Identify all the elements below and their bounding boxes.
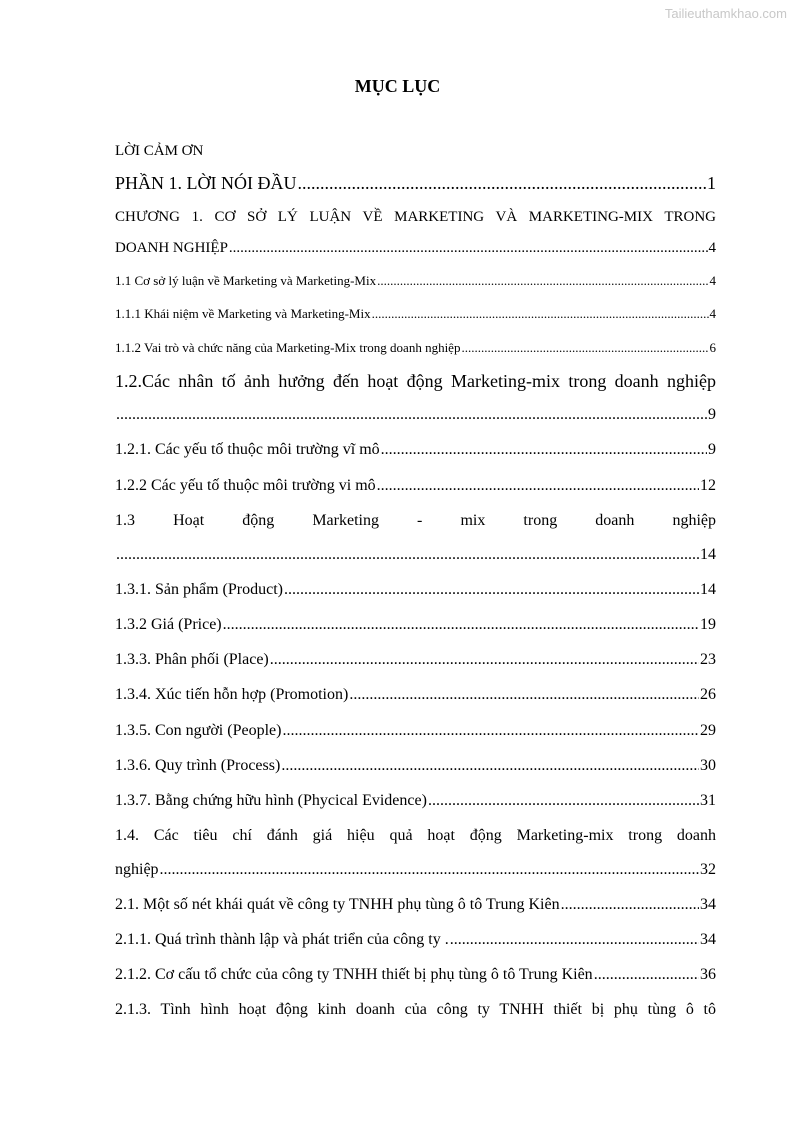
- toc-entry[interactable]: [115, 791, 716, 810]
- toc-page-number: 4: [709, 273, 716, 288]
- toc-entry-text: 1.2.2 Các yếu tố thuộc môi trường vi mô: [115, 477, 376, 494]
- toc-entry[interactable]: [115, 965, 716, 984]
- toc-page-number: 32: [700, 861, 716, 878]
- toc-entry-continued[interactable]: [115, 545, 716, 564]
- toc-page-number: 6: [709, 340, 716, 355]
- toc-entry-text: 1.3.3. Phân phối (Place): [115, 651, 269, 668]
- toc-page-number: 12: [700, 477, 716, 494]
- toc-entry-text: 2.1. Một số nét khái quát về công ty TNHH phụ tùng ô tô Trung Kiên: [115, 896, 560, 913]
- dot-leader: [461, 340, 708, 356]
- toc-entry[interactable]: 1.2.Các nhân tố ảnh hưởng đến hoạt động Marketing-mix trong doanh nghiệp: [115, 371, 716, 391]
- toc-entry[interactable]: [115, 476, 716, 495]
- toc-page-number: 1: [707, 173, 716, 193]
- dot-leader: [372, 306, 709, 322]
- toc-entry-text: 1.3.5. Con người (People): [115, 722, 282, 739]
- toc-entry-text: LỜI CẢM ƠN: [115, 143, 204, 159]
- dot-leader: [298, 173, 707, 195]
- toc-entry[interactable]: [115, 580, 716, 599]
- dot-leader: [282, 721, 699, 740]
- toc-entry-text: 2.1.2. Cơ cấu tổ chức của công ty TNHH thiết bị phụ tùng ô tô Trung Kiên: [115, 966, 593, 983]
- toc-entry[interactable]: 1.3 Hoạt động Marketing - mix trong doanh nghiệp: [115, 512, 716, 529]
- toc-page-number: 23: [700, 651, 716, 668]
- dot-leader: [377, 273, 708, 289]
- toc-entry[interactable]: [115, 650, 716, 669]
- dot-leader: [160, 860, 699, 879]
- toc-entry-text: 1.1 Cơ sở lý luận về Marketing và Marketing-Mix: [115, 273, 377, 288]
- toc-entry-continued[interactable]: [115, 860, 716, 879]
- dot-leader: [349, 685, 699, 704]
- toc-page-number: 14: [700, 546, 716, 563]
- toc-page-number: 9: [708, 406, 716, 423]
- dot-leader: [281, 756, 699, 775]
- dot-leader: [284, 580, 699, 599]
- toc-page-number: 31: [700, 792, 716, 809]
- toc-entry-text: 1.3.6. Quy trình (Process): [115, 757, 281, 774]
- toc-entry[interactable]: [115, 306, 716, 322]
- toc-entry[interactable]: [115, 615, 716, 634]
- toc-entry-text: 1.1.1 Khái niệm về Marketing và Marketing-Mix: [115, 306, 371, 321]
- toc-entry-text: 1.3.4. Xúc tiến hỗn hợp (Promotion): [115, 686, 349, 703]
- dot-leader: [381, 440, 707, 459]
- toc-entry-text: 1.3.1. Sản phẩm (Product): [115, 581, 283, 598]
- dot-leader: [116, 545, 699, 564]
- toc-page-number: 19: [700, 616, 716, 633]
- dot-leader: [561, 895, 699, 914]
- dot-leader: [450, 930, 699, 949]
- toc-entry[interactable]: [115, 721, 716, 740]
- toc-entry-text: 1.2.1. Các yếu tố thuộc môi trường vĩ mô: [115, 441, 380, 458]
- dot-leader: [116, 405, 707, 424]
- toc-page-number: 29: [700, 722, 716, 739]
- toc-page-number: 14: [700, 581, 716, 598]
- toc-entry[interactable]: [115, 895, 716, 914]
- watermark: Tailieuthamkhao.com: [664, 6, 787, 21]
- toc-page-number: 26: [700, 686, 716, 703]
- toc-entry-text: 1.3.2 Giá (Price): [115, 616, 222, 633]
- toc-page-number: 34: [700, 896, 716, 913]
- page-title: MỤC LỤC: [354, 76, 441, 96]
- toc-entry[interactable]: [115, 440, 716, 459]
- dot-leader: [229, 239, 708, 257]
- dot-leader: [223, 615, 699, 634]
- dot-leader: [428, 791, 699, 810]
- toc-entry-continued[interactable]: [115, 239, 716, 257]
- toc-entry-text: PHẦN 1. LỜI NÓI ĐẦU: [115, 173, 297, 193]
- toc-entry[interactable]: [115, 340, 716, 356]
- toc-entry[interactable]: 2.1.3. Tình hình hoạt động kinh doanh của công ty TNHH thiết bị phụ tùng ô tô: [115, 1001, 716, 1018]
- dot-leader: [594, 965, 699, 984]
- dot-leader: [270, 650, 699, 669]
- toc-entry[interactable]: [115, 142, 716, 160]
- toc-entry-text: nghiệp: [115, 861, 159, 878]
- toc-entry[interactable]: [115, 273, 716, 289]
- toc-entry[interactable]: [115, 685, 716, 704]
- toc-entry[interactable]: 1.4. Các tiêu chí đánh giá hiệu quả hoạt động Marketing-mix trong doanh: [115, 827, 716, 844]
- toc-entry[interactable]: [115, 930, 716, 949]
- toc-page-number: 4: [709, 306, 716, 321]
- toc-page-number: 4: [708, 240, 716, 256]
- dot-leader: [377, 476, 699, 495]
- toc-entry-text: 1.1.2 Vai trò và chức năng của Marketing-Mix trong doanh nghiệp: [115, 340, 461, 355]
- toc-entry-text: DOANH NGHIỆP: [115, 240, 228, 256]
- toc-page-number: 36: [700, 966, 716, 983]
- toc-entry[interactable]: [115, 173, 716, 195]
- toc-page-number: 9: [708, 441, 716, 458]
- toc-entry[interactable]: CHƯƠNG 1. CƠ SỞ LÝ LUẬN VỀ MARKETING VÀ MARKETING-MIX TRONG: [115, 209, 716, 225]
- toc-entry[interactable]: [115, 756, 716, 775]
- toc-page-number: 30: [700, 757, 716, 774]
- toc-entry-continued[interactable]: [115, 405, 716, 424]
- toc-page-number: 34: [700, 931, 716, 948]
- toc-entry-text: 1.3.7. Bằng chứng hữu hình (Phycical Evidence): [115, 792, 427, 809]
- toc-entry-text: 2.1.1. Quá trình thành lập và phát triển của công ty .: [115, 931, 449, 948]
